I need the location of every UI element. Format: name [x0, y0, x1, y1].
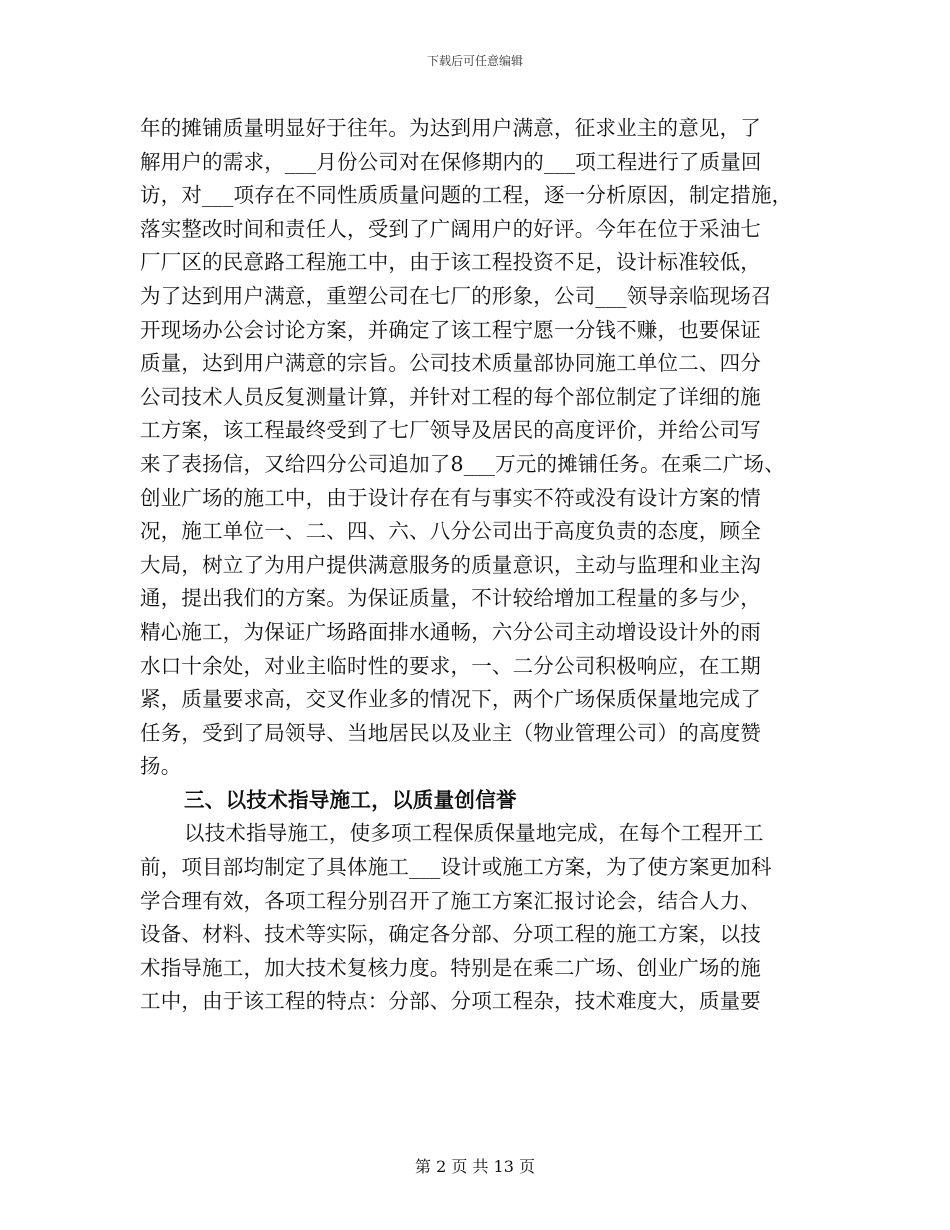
body-line: 访，对___项存在不同性质质量问题的工程，逐一分析原因，制定措施，	[140, 183, 793, 208]
body-line: 通，提出我们的方案。为保证质量，不计较给增加工程量的多与少，	[140, 586, 761, 611]
body-line: 扬。	[140, 754, 182, 779]
body-line: 任务，受到了局领导、当地居民以及业主（物业管理公司）的高度赞	[140, 720, 761, 745]
section-body-line: 以技术指导施工，使多项工程保质保量地完成，在每个工程开工	[184, 821, 764, 846]
body-line: 水口十余处，对业主临时性的要求，一、二分公司积极响应，在工期	[140, 653, 761, 678]
body-line: 创业广场的施工中，由于设计存在有与事实不符或没有设计方案的情	[140, 485, 761, 510]
document-body	[140, 112, 820, 1019]
body-line: 落实整改时间和责任人，受到了广阔用户的好评。今年在位于采油七	[140, 216, 761, 241]
section-body-line: 前，项目部均制定了具体施工___设计或施工方案，为了使方案更加科	[140, 855, 772, 880]
header-note: 下载后可任意编辑	[426, 54, 523, 68]
section-body-line: 术指导施工，加大技术复核力度。特别是在乘二广场、创业广场的施	[140, 955, 761, 980]
section-body-line: 工中，由于该工程的特点：分部、分项工程杂，技术难度大，质量要	[140, 989, 761, 1014]
body-line: 来了表扬信，又给四分公司追加了8___万元的摊铺任务。在乘二广场、	[140, 451, 785, 476]
body-line: 年的摊铺质量明显好于往年。为达到用户满意，征求业主的意见，了	[140, 116, 761, 140]
body-line: 解用户的需求，___月份公司对在保修期内的___项工程进行了质量回	[140, 149, 762, 174]
section-body-line: 设备、材料、技术等实际，确定各分部、分项工程的施工方案，以技	[140, 922, 761, 947]
body-line: 况，施工单位一、二、四、六、八分公司出于高度负责的态度，顾全	[140, 519, 761, 544]
body-line: 厂厂区的民意路工程施工中，由于该工程投资不足，设计标准较低，	[140, 250, 761, 275]
section-heading: 三、以技术指导施工，以质量创信誉	[184, 787, 517, 812]
body-line: 质量，达到用户满意的宗旨。公司技术质量部协同施工单位二、四分	[140, 351, 761, 376]
body-line: 精心施工，为保证广场路面排水通畅，六分公司主动增设设计外的雨	[140, 619, 761, 644]
body-line: 开现场办公会讨论方案，并确定了该工程宁愿一分钱不赚，也要保证	[140, 317, 761, 342]
body-line: 工方案，该工程最终受到了七厂领导及居民的高度评价，并给公司写	[140, 418, 761, 443]
section-body-line: 学合理有效，各项工程分别召开了施工方案汇报讨论会，结合人力、	[140, 888, 761, 913]
body-line: 公司技术人员反复测量计算，并针对工程的每个部位制定了详细的施	[140, 384, 761, 409]
body-line: 紧，质量要求高，交叉作业多的情况下，两个广场保质保量地完成了	[140, 687, 761, 712]
body-line: 为了达到用户满意，重塑公司在七厂的形象，公司___领导亲临现场召	[140, 283, 772, 308]
body-line: 大局，树立了为用户提供满意服务的质量意识，主动与监理和业主沟	[140, 552, 761, 577]
page-number: 第 2 页 共 13 页	[415, 1157, 535, 1176]
